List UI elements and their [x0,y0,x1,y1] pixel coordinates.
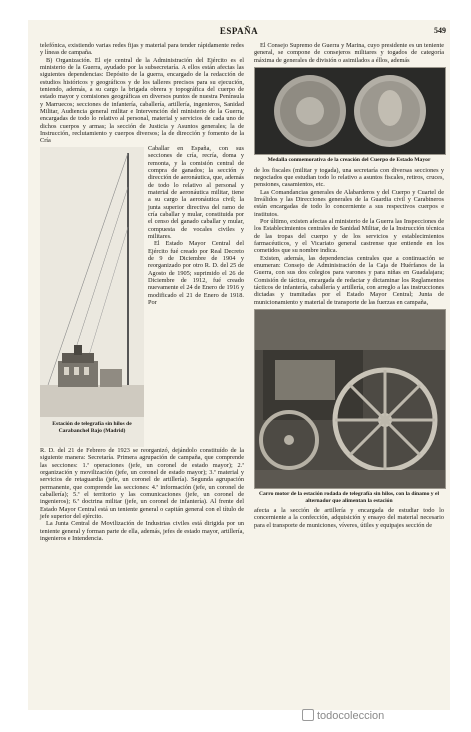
right-paragraph-5: Existen, además, las dependencias centrales que a continuación se enumeran: Consejo de Administración de la Caja de Huérfanos de la Guerra, con sus dos colegios para varones y para niñas en Guadalajara; Comisión de táctica, encargada de redactar y dictaminar los Reglamentos tácticos de infantería, caballería y artillería, con arreglo a las instrucciones dictadas y tramitadas por el Estado Mayor Central; Junta de municionamiento y material de transporte de las fuerzas en campaña, [254,254,444,306]
right-paragraph-3: Las Comandancias generales de Alabarderos y del Cuerpo y Cuartel de Inválidos y las Direcciones generales de la Guardia civil y Carabineros están encargadas de todo lo concerniente a sus respectivos cuerpos e institutos. [254,188,444,218]
left-bottom-paragraph-2: La Junta Central de Movilización de Industrias civiles está dirigida por un teniente general y forman parte de ella, además, jefes de estado mayor, artillería, ingenieros e Intendencia. [40,520,244,542]
right-paragraph-1: El Consejo Supremo de Guerra y Marina, cuyo presidente es un teniente general, se compone de consejeros militares y togados de categoría máxima de generales de división o asimilados a éllos, además [254,42,444,64]
motor-car-illustration [255,310,445,488]
tower-caption: Estación de telegrafía sin hilos de Carabanchel Bajo (Madrid) [52,421,132,434]
radio-tower-illustration [40,147,144,417]
left-narrow-paragraph-1: Caballar en España, con sus secciones de cría, recría, doma y remonta, y la comisión central de compra de ganados; la sección y dirección de aeronáutica, que, además de todo lo relativo al personal y material de aeronáutica militar, tiene a su cargo la aeronáutica civil; la junta superior directiva del ramo de cría caballar y mular, constituida por el censo del ganado caballar y mular, compuesta de vocales civiles y militares. [148,144,244,240]
page-header [28,26,450,40]
running-title: ESPAÑA [219,26,259,36]
left-paragraph-1: telefónica, existiendo varias redes fijas y material para tender rápidamente redes y líneas de campaña. [40,42,244,57]
medal-illustration [255,68,445,154]
watermark-logo-icon [302,709,314,721]
right-column [254,42,444,529]
left-column [40,42,244,542]
page-number: 549 [434,26,446,35]
car-caption: Carro motor de la estación rodada de telegrafía sin hilos, con la dínamo y el alternador que alimentan la estación [258,491,440,504]
right-paragraph-4: Por último, existen afectas al ministerio de la Guerra las Inspecciones de los Establecimientos centrales de Sanidad Militar, de la Instrucción técnica de las tropas del cuerpo y de los servicios y establecimientos farmacéuticos, y el Vicariato general castrense que entiende en los cometidos que su nombre indica. [254,217,444,255]
watermark [302,709,384,722]
right-paragraph-2: de los fiscales (militar y togada), una secretaría con diversas secciones y negociados que estudian todo lo relativo a asuntos fiscales, retiros, cruces, pensiones, casamientos, etc. [254,166,444,189]
medal-photo [254,67,446,155]
medal-caption: Medalla conmemorativa de la creación del Cuerpo de Estado Mayor [267,157,431,164]
motor-car-photo [254,309,446,489]
left-narrow-paragraph-2: El Estado Mayor Central del Ejército fué creado por Real Decreto de 9 de Diciembre de 1904 y reorganizado por otro R. D. del 25 de Agosto de 1905; suprimido el 26 de Diciembre de 1912, fué creado nuevamente el 24 de Enero de 1916 y modificado el 21 de Enero de 1918. Por [148,240,244,307]
left-paragraph-2: B) Organización. El eje central de la Administración del Ejército es el ministerio de la Guerra, ayudado por la subsecretaría. A ellos están afectas las siguientes dependencias: Depósito de la guerra, encargado de la redacción de estudios históricos y geográficos y de los talleres precisos para su ejecución, teniendo, además, a su cargo la brigada obrera y topográfica del cuerpo de estado mayor y comisiones geográficas en diversos puntos de nuestra Península y Marruecos; secciones de infantería, caballería, artillería, ingenieros, Sanidad Militar, Audiencia general militar e Intervención del ministerio de la Guerra, encargadas de todo lo relativo al personal, material y servicios de cada uno de dichos cuerpos y armas; la sección de Justicia y Asuntos generales; la de Instrucción, reclutamiento y cuerpos diversos; la de dirección y fomento de la Cría [40,56,244,145]
radio-tower-photo [40,147,144,447]
left-bottom-paragraph-1: R. D. del 21 de Febrero de 1923 se reorganizó, dejándolo constituído de la siguiente manera: Secretaría. Primera agrupación de campaña, que comprende las secciones: 1.ª operaciones (jefe, un coronel de estado mayor); 2.ª organización y movilización (jefe, un coronel de estado mayor); 3.ª material y servicios de retaguardia (jefe, un coronel de artillería). Segunda agrupación permanente, que comprende las secciones: 4.ª información (jefe, un coronel de caballería); 5.ª el territorio y las comunicaciones (jefe, un coronel de ingenieros); 6.ª doctrina militar (jefe, un coronel de infantería). Al frente del Estado Mayor Central está un teniente general o capitán general con el título de jefe superior del ejército. [40,446,244,520]
watermark-text: todocoleccion [317,710,385,722]
right-paragraph-6: afecta a la sección de artillería y encargada de estudiar todo lo concerniente a la confección, adquisición y ensayo del material necesario para el transporte de municiones, víveres, útiles y equipajes sección de [254,507,444,529]
